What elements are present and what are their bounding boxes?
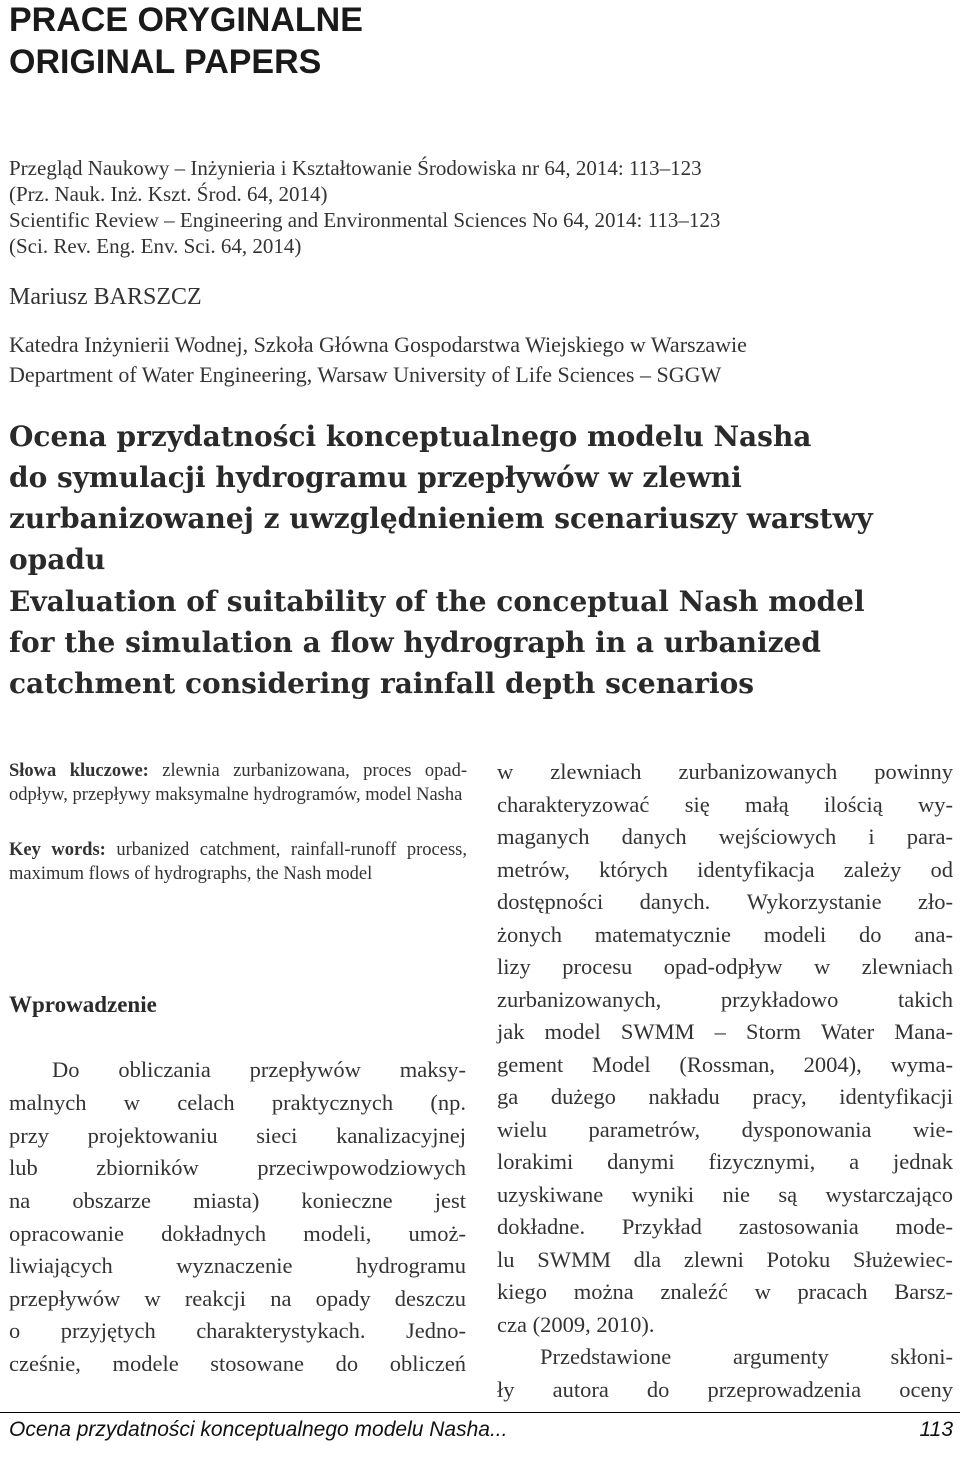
footer-rule (0, 1412, 960, 1413)
affiliation-pl: Katedra Inżynierii Wodnej, Szkoła Główna Gospodarstwa Wiejskiego w Warszawie (9, 332, 747, 357)
body-line: liwiających wyznaczenie hydrogramu (9, 1253, 466, 1278)
title-en-line: for the simulation a flow hydrograph in a urbanized (9, 626, 821, 659)
body-line: na obszarze miasta) konieczne jest (9, 1188, 466, 1213)
body-line: żonych matematycznie modeli do ana- (497, 922, 953, 947)
title-pl-line: Ocena przydatności konceptualnego modelu Nasha (9, 420, 812, 453)
keywords-pl (9, 759, 467, 807)
keywords-en-text: urbanized catchment, rainfall-runoff process, maximum flows of hydrographs, the Nash model (9, 840, 468, 884)
citation-line: Przegląd Naukowy – Inżynieria i Kształtowanie Środowiska nr 64, 2014: 113–123 (9, 156, 702, 180)
body-line: zurbanizowanych, przykładowo takich (497, 987, 953, 1012)
body-line: maganych danych wejściowych i para- (497, 824, 953, 849)
keywords-en-label: Key words: (9, 840, 106, 860)
body-line: cza (2009, 2010). (497, 1312, 655, 1337)
citation-line: (Prz. Nauk. Inż. Kszt. Środ. 64, 2014) (9, 182, 328, 206)
citation-line: Scientific Review – Engineering and Environmental Sciences No 64, 2014: 113–123 (9, 208, 721, 232)
title-pl-line: zurbanizowanej z uwzględnieniem scenariuszy warstwy (9, 502, 873, 535)
page-number: 113 (919, 1418, 953, 1441)
body-line: lu SWMM dla zlewni Potoku Służewiec- (497, 1247, 953, 1272)
body-line: Przedstawione argumenty skłoni- (540, 1344, 953, 1369)
title-en-line: catchment considering rainfall depth scenarios (9, 667, 755, 700)
citation-line: (Sci. Rev. Eng. Env. Sci. 64, 2014) (9, 234, 302, 258)
body-line: cześnie, modele stosowane do obliczeń (9, 1351, 466, 1376)
body-line: wielu parametrów, dysponowania wie- (497, 1117, 953, 1142)
running-title: Ocena przydatności konceptualnego modelu Nasha... (9, 1418, 508, 1441)
author-name: Mariusz BARSZCZ (9, 284, 202, 310)
body-line: malnych w celach praktycznych (np. (9, 1090, 466, 1115)
intro-heading: Wprowadzenie (9, 992, 157, 1017)
keywords-en (9, 838, 467, 886)
body-line: dokładne. Przykład zastosowania mode- (497, 1214, 953, 1239)
body-line: metrów, których identyfikacja zależy od (497, 857, 953, 882)
keywords-pl-text: zlewnia zurbanizowana, proces opad-odpływ, przepływy maksymalne hydrogramów, model Nasha (9, 761, 467, 805)
keywords-pl-label: Słowa kluczowe: (9, 761, 149, 781)
title-pl-line: do symulacji hydrogramu przepływów w zlewni (9, 461, 742, 494)
section-heading-en: ORIGINAL PAPERS (9, 43, 322, 81)
body-line: charakteryzować się małą ilością wy- (497, 792, 953, 817)
body-line: przy projektowaniu sieci kanalizacyjnej (9, 1123, 466, 1148)
body-line: ły autora do przeprowadzenia oceny (497, 1377, 953, 1402)
affiliation-en: Department of Water Engineering, Warsaw University of Life Sciences – SGGW (9, 362, 722, 387)
body-line: przepływów w reakcji na opady deszczu (9, 1286, 466, 1311)
title-pl-line: opadu (9, 543, 106, 576)
section-heading-pl: PRACE ORYGINALNE (9, 1, 363, 39)
body-line: ga dużego nakładu pracy, identyfikacji (497, 1084, 953, 1109)
body-line: lizy procesu opad-odpływ w zlewniach (497, 954, 953, 979)
body-line: Do obliczania przepływów maksy- (52, 1057, 466, 1082)
body-line: o przyjętych charakterystykach. Jedno- (9, 1318, 466, 1343)
body-line: lorakimi danymi fizycznymi, a jednak (497, 1149, 953, 1174)
body-line: uzyskiwane wyniki nie są wystarczająco (497, 1182, 953, 1207)
body-line: opracowanie dokładnych modeli, umoż- (9, 1221, 466, 1246)
body-line: kiego można znaleźć w pracach Barsz- (497, 1279, 953, 1304)
body-line: gement Model (Rossman, 2004), wyma- (497, 1052, 953, 1077)
body-line: jak model SWMM – Storm Water Mana- (497, 1019, 953, 1044)
body-line: w zlewniach zurbanizowanych powinny (497, 759, 953, 784)
body-line: dostępności danych. Wykorzystanie zło- (497, 889, 953, 914)
title-en-line: Evaluation of suitability of the conceptual Nash model (9, 585, 865, 618)
body-line: lub zbiorników przeciwpowodziowych (9, 1155, 466, 1180)
